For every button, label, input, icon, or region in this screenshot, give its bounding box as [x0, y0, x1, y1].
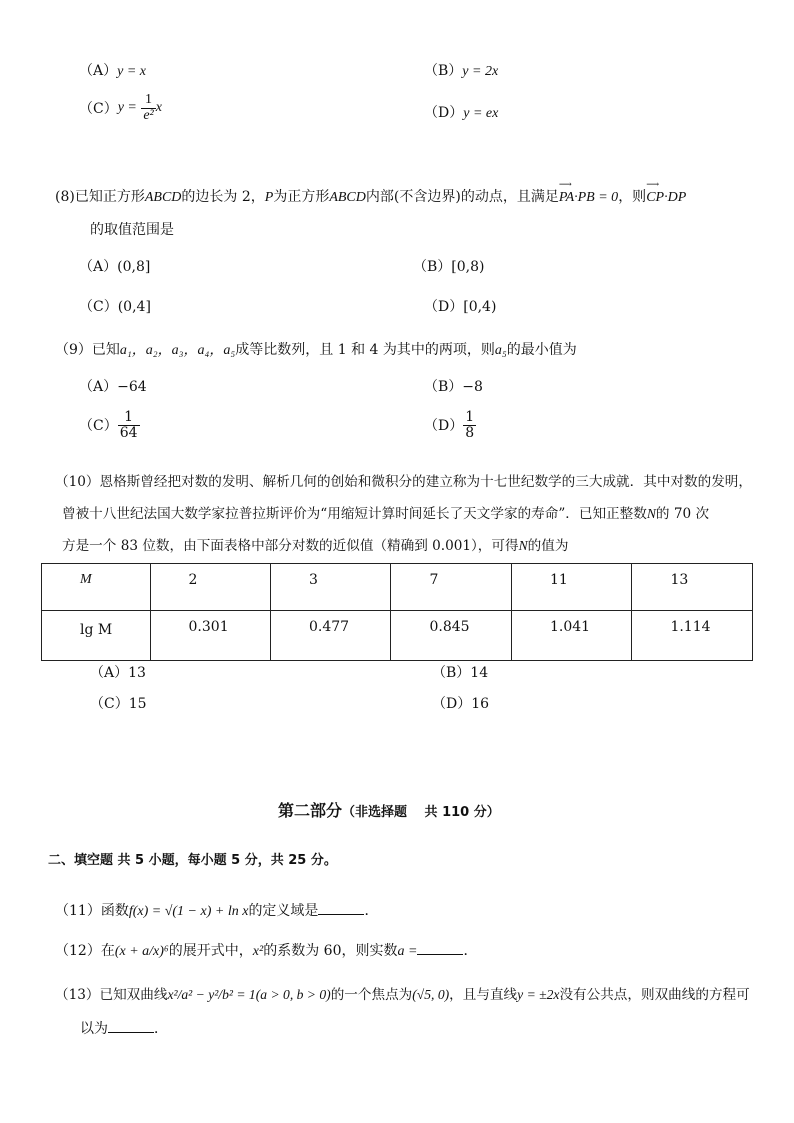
- table-cell: 1.041: [511, 611, 631, 661]
- table-cell: 0.477: [271, 611, 391, 661]
- q8-option-b: （B）[0,8): [413, 259, 485, 275]
- table-row: [42, 611, 753, 661]
- q8-option-d: （D）[0,4): [424, 299, 497, 315]
- q10-option-d: （D）16: [432, 696, 490, 712]
- q10-stem-line3: 方是一个 83 位数，由下面表格中部分对数的近似值（精确到 0.001），可得N的值为: [62, 538, 569, 554]
- q10-option-c: （C）15: [90, 696, 147, 712]
- answer-blank: [108, 1021, 154, 1033]
- table-cell: 2: [150, 564, 270, 611]
- q10-stem-line2: 曾被十八世纪法国大数学家拉普拉斯评价为“用缩短计算时间延长了天文学家的寿命”．已知正整数N的 70 次: [62, 506, 710, 522]
- q8-option-c: （C）(0,4]: [79, 299, 151, 315]
- q9-option-d: （D） $\frac{1}{8}$: [424, 409, 475, 441]
- q13-stem: （13）已知双曲线x²/a² − y²/b² = 1(a > 0, b > 0)的一个焦点为(√5, 0)，且与直线y = ±2x没有公共点，则双曲线的方程可: [55, 987, 750, 1003]
- q10-option-a: （A）13: [90, 665, 146, 681]
- q8-stem: (8)已知正方形ABCD的边长为 2，P为正方形ABCD内部(不含边界)的动点，且满足⟶ PA·PB = 0，则⟶ CP·DP: [55, 186, 686, 206]
- q9-option-c: （C） $\frac{1}{64}$: [79, 409, 138, 441]
- q9-stem: （9）已知a₁，a₂，a₃，a₄，a₅成等比数列，且 1 和 4 为其中的两项，则a₅的最小值为: [55, 342, 577, 358]
- q10-option-b: （B）14: [432, 665, 489, 681]
- q13-stem-line2: 以为 ．: [80, 1021, 168, 1037]
- q7-option-b: （B）y = 2x: [424, 63, 499, 79]
- table-header-cell: M: [42, 564, 151, 611]
- table-header-cell: lg M: [42, 611, 151, 661]
- table-cell: 1.114: [632, 611, 753, 661]
- table-row: [42, 564, 753, 611]
- table-cell: 13: [632, 564, 753, 611]
- q7-option-c: （C）y = $\frac{1}{\text{e²}}$ x: [79, 92, 162, 123]
- q11-stem: （11）函数f(x) = √(1 − x) + ln x的定义域是 ．: [55, 903, 379, 919]
- table-cell: 7: [391, 564, 511, 611]
- q12-stem: （12）在(x + a/x)⁶的展开式中，x²的系数为 60，则实数a = ．: [55, 943, 478, 959]
- table-cell: 0.301: [150, 611, 270, 661]
- q7-option-d: （D）y = ex: [424, 105, 499, 121]
- q7-option-a: （A）y = x: [79, 63, 146, 79]
- answer-blank: [417, 943, 463, 955]
- table-cell: 0.845: [391, 611, 511, 661]
- table-cell: 3: [271, 564, 391, 611]
- answer-blank: [318, 903, 364, 915]
- q8-option-a: （A）(0,8]: [79, 259, 151, 275]
- section-heading: 二、填空题 共 5 小题，每小题 5 分，共 25 分。: [48, 853, 337, 868]
- table-cell: 11: [511, 564, 631, 611]
- log-table: [41, 563, 753, 661]
- q9-option-a: （A）−64: [79, 379, 147, 395]
- part-heading: 第二部分（非选择题 共 110 分）: [278, 801, 500, 820]
- q8-stem-line2: 的取值范围是: [90, 222, 174, 238]
- q10-stem-line1: （10）恩格斯曾经把对数的发明、解析几何的创始和微积分的建立称为十七世纪数学的三大成就．其中对数的发明，: [55, 474, 752, 490]
- q9-option-b: （B）−8: [424, 379, 483, 395]
